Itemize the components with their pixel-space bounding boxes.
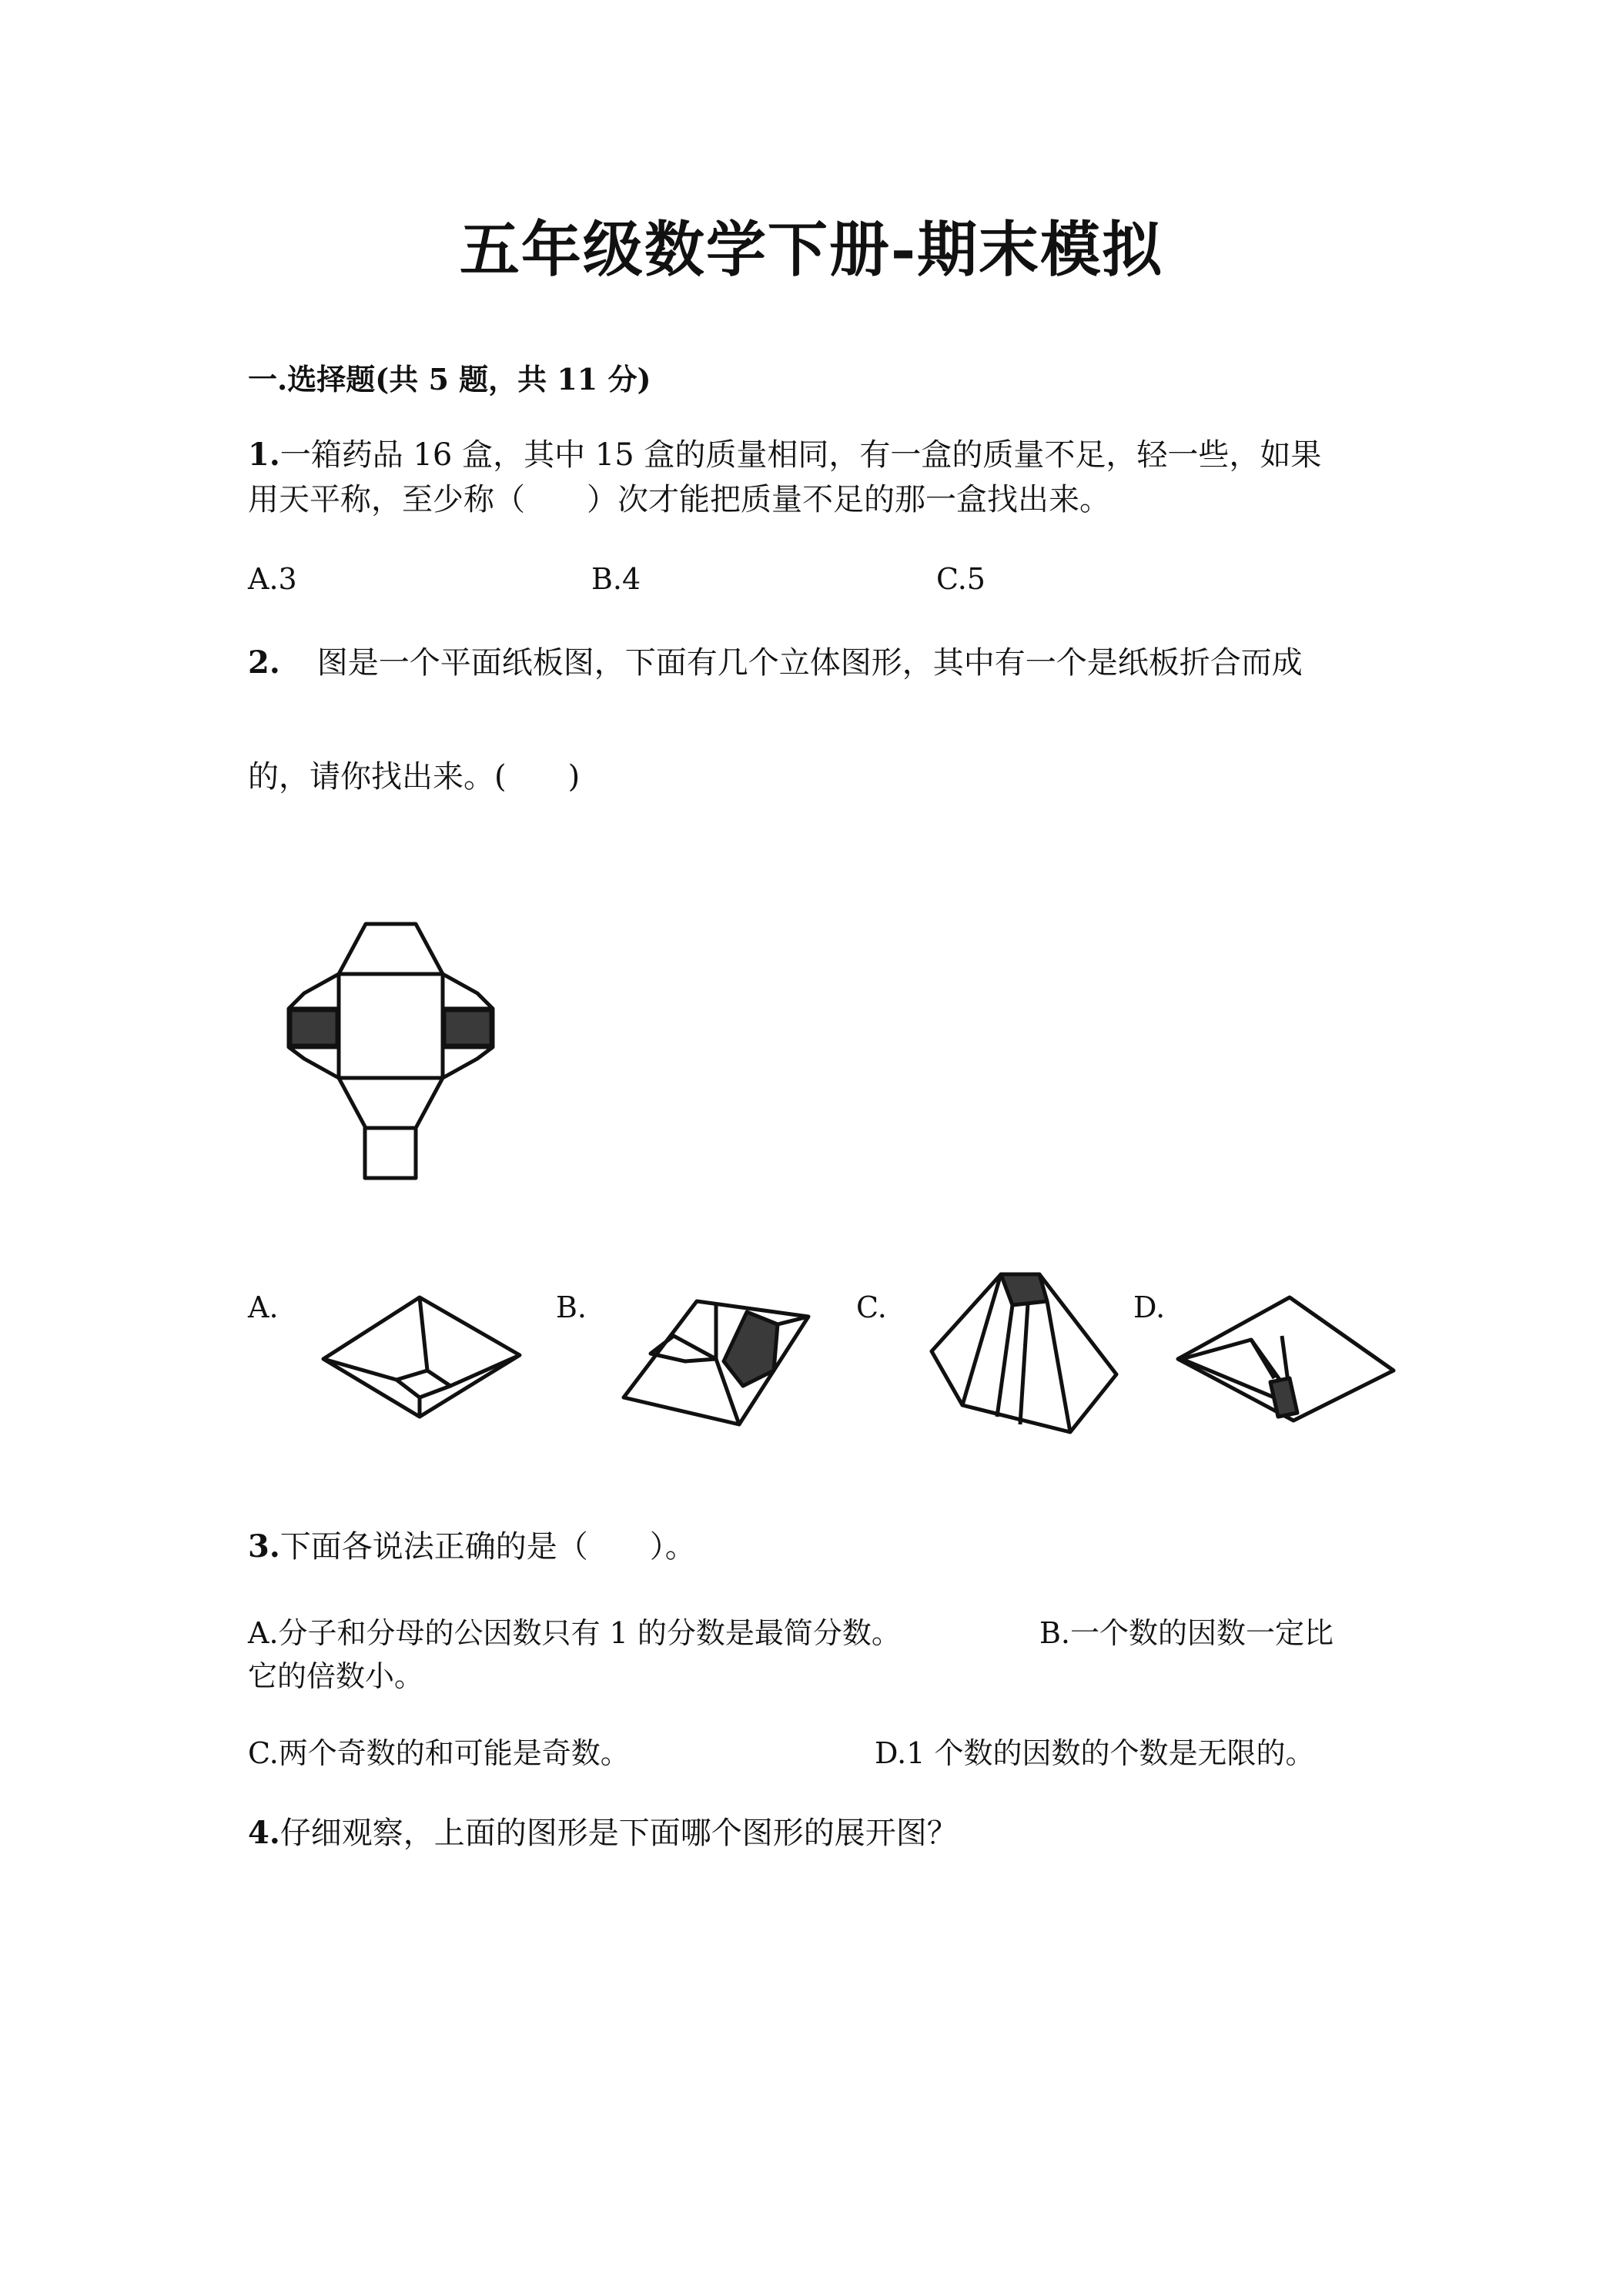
option-d-figure (1174, 1294, 1397, 1432)
question-2 (248, 641, 1303, 685)
page-title: 五年级数学下册-期末模拟 (459, 215, 1164, 285)
option-a: A.分子和分母的公因数只有 1 的分数是最简分数。 (248, 1616, 901, 1650)
option-b: B.4 (591, 562, 641, 596)
option-b-label: B. (556, 1290, 587, 1324)
net-figure (285, 924, 516, 1186)
option-c: C.5 (936, 562, 986, 596)
question-number: 1. (248, 437, 280, 473)
question-number: 2. (248, 644, 280, 681)
question-number: 4. (248, 1815, 280, 1851)
option-c: C.两个奇数的和可能是奇数。 (248, 1736, 630, 1770)
question-text: 仔细观察，上面的图形是下面哪个图形的展开图？ (279, 1816, 958, 1851)
option-c-figure (928, 1267, 1128, 1444)
question-text: 图是一个平面纸板图，下面有几个立体图形，其中有一个是纸板折合而成 (316, 645, 1303, 681)
option-b-figure (620, 1294, 835, 1432)
question-number: 3. (248, 1528, 280, 1565)
option-b: B.一个数的因数一定比 (1039, 1616, 1334, 1650)
option-c-label: C. (856, 1290, 887, 1324)
question-2-line2: 的，请你找出来。( ) (248, 759, 581, 795)
option-a: A.3 (248, 562, 297, 596)
option-b-continued: 它的倍数小。 (248, 1659, 424, 1693)
question-1 (248, 433, 1321, 477)
section-heading: 一.选择题(共 5 题，共 11 分) (248, 362, 651, 397)
option-a-figure (320, 1294, 535, 1424)
question-1-line2: 用天平称，至少称（ ）次才能把质量不足的那一盒找出来。 (248, 482, 1110, 517)
question-4 (248, 1811, 958, 1856)
option-d-label: D. (1133, 1290, 1166, 1324)
option-a-label: A. (248, 1290, 279, 1324)
question-text: 下面各说法正确的是（ ）。 (279, 1529, 696, 1565)
option-d: D.1 个数的因数的个数是无限的。 (875, 1736, 1315, 1770)
question-3 (248, 1525, 696, 1569)
question-text: 一箱药品 16 盒，其中 15 盒的质量相同，有一盒的质量不足，轻一些，如果 (279, 437, 1322, 473)
